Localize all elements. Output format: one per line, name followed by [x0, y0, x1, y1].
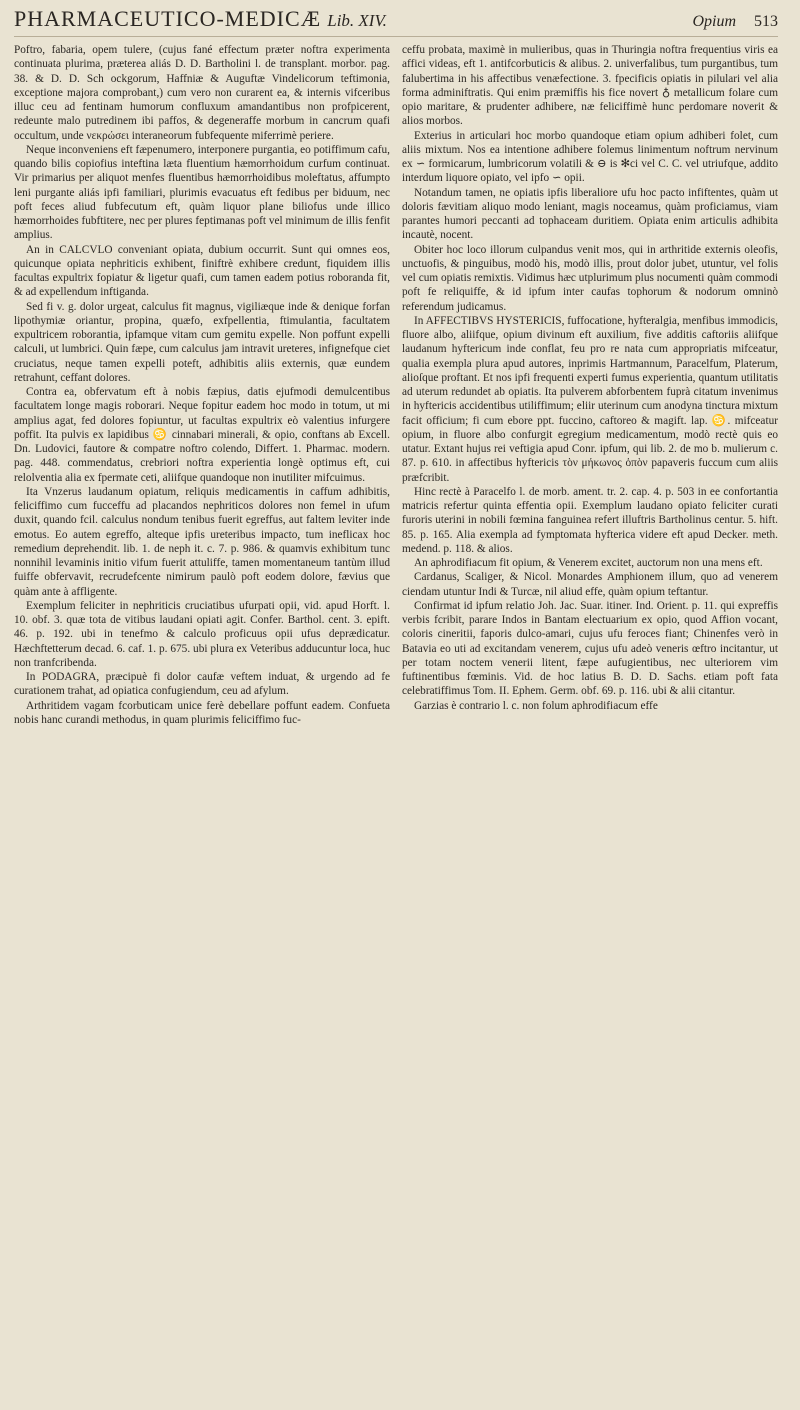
paragraph: Exterius in articulari hoc morbo quandoque etiam opium adhiberi folet, cum aliis mixtum. Nos ea intentione adhibere folemus linimentum noftrum nervinum ex ∽ formicarum, lumbricorum volatili & ⊖ is ✻ci vel C. C. vel utriufque, addito interdum liquore opiato, vel ipfo ∽ opii.: [402, 129, 778, 185]
paragraph: Arthritidem vagam fcorbuticam unice ferè debellare poffunt eadem. Confueta nobis hanc curandi methodus, in quam plurimis feliciffimo fuc-: [14, 699, 390, 726]
right-column: [402, 43, 778, 1383]
text-columns: [14, 43, 778, 1383]
running-header: [14, 6, 778, 37]
paragraph: In AFFECTIBVS HYSTERICIS, fuffocatione, hyfteralgia, menfibus immodicis, fluore albo, aliifque, opium divinum eft auxilium, five additis caftoriis aliifque laudanum hyftericum inde conflat, feu pro re nata cum appropriatis mifceatur, qualia exempla plura apud autores, inprimis Hartmannum, Paracelfum, Platerum, alioſque proftant. Et nos ipfi frequenti experti fumus experientia, quantum utilitatis ad uterum redundet ab opiatis. Ita pulverem abforbentem fuprà citatum invenimus in hyftericis accidentibus utiliffimum; eliir uterinum cum anodyna tinctura mixtum facit officium; fi cum ebore ppt. fuccino, caftoreo & magift. lap. ♋. mifceatur opium, in fluore albo confurgit egregium medicamentum, modò rectè quis eo utatur. Extant hujus rei veftigia apud Conr. ipfum, qui lib. 2. de mo b. mulierum c. 87. p. 610. in affectibus hyftericis τὸν μήκωνος ὀπὸν papaveris fuccum cum aliis præfcribit.: [402, 314, 778, 484]
paragraph: Garzias è contrario l. c. non folum aphrodifiacum effe: [414, 699, 658, 712]
paragraph: Notandum tamen, ne opiatis ipfis liberaliore ufu hoc pacto infiftentes, quàm ut doloris fævitiam aliquo modo leniant, magis noceamus, quàm proficiamus, viam parantes humori peccanti ad tophaceam duritiem. Opiata enim articulis adhibita incautè, nocent.: [402, 186, 778, 242]
book-number: Lib. XIV.: [327, 11, 387, 30]
paragraph: Ita Vnzerus laudanum opiatum, reliquis medicamentis in caffum adhibitis, feliciffimo cum fucceffu ad placandos nephriticos dolores non femel in ufum duxit, quando fcil. calculus nondum tenibus fuerit egreffus, aut faltem leviter inde emotus. Eo autem egreffo, alteque ipfis ureteribus impacto, tum ineflicax hoc remedium deprehendit. lib. 1. de neph it. c. 7. p. 986. & quamvis exhibitum tunc nonnihil levaminis initio vifum fuerit attuliffe, tamen momentaneum tantùm illud fuiffe obfervavit, recrudefcente nimirum paulò poft eodem dolore, fævius que quàm ante à affligente.: [14, 485, 390, 598]
paragraph: Confirmat id ipfum relatio Joh. Jac. Suar. itiner. Ind. Orient. p. 11. qui expreffis verbis fcribit, parare Indos in Bantam electuarium ex opio, quod Affion vocant, coloris cineritii, faporis dulco-amari, cujus ufu feroces fiant; Chinenfes verò in Batavia eo uti ad excitandam venerem, cujus ufu adeò veneris œftro incitantur, ut per totam noctem venerii litent, fæpe aufugientibus, nec ulteriorem vim fuftinentibus fœminis. Vid. de hoc latius B. D. D. Sachs. etiam poft fata celebratiffimus Tom. II. Ephem. Germ. obf. 69. p. 116. ubi & alii citantur.: [402, 599, 778, 698]
paragraph: An aphrodifiacum fit opium, & Venerem excitet, auctorum non una mens eft.: [414, 557, 763, 569]
paragraph: Neque inconveniens eft fæpenumero, interponere purgantia, eo potiffimum cafu, quando bilis copiofius inteftina læta fluentium hæmorrhoidum curfum continuat. Vir primarius per aliquot menfes fluentibus hæmorrhoidibus moleftatus, affumpto leni purgante aliás ipfi familiari, plurimis evacuatus eft fedibus per biduum, nec poft feces aliud fubfecutum eft, quàm liquor plane biliofus unde illico hæmorrhoides fubftitere, nec per plures feptimanas poft vel minimum de illis fenfit amplius.: [14, 143, 390, 242]
paragraph: An in CALCVLO conveniant opiata, dubium occurrit. Sunt qui omnes eos, quicunque opiata nephriticis exhibent, finiftrè exhibere credunt, fiquidem illis facultas expultrix fopiatur & ligetur quafi, cum tamen eadem potius roboranda fit, & ad expellendum inftiganda.: [14, 243, 390, 299]
paragraph: Sed fi v. g. dolor urgeat, calculus fit magnus, vigiliæque inde & denique forfan lipothymiæ oriantur, propina, quæfo, exfpellentia, ftimulantia, facultatem expultricem roborantia, ipfamque vitam cum gemitu expelle. Non poffunt expelli calculi, ut lumbrici. Quin fæpe, cum calculus jam intravit ureteres, infignefque ciet cruciatus, neque tamen expelli poteft, adhibitis aliis externis, quæ eundem retrahunt, ceffant dolores.: [14, 300, 390, 384]
section-title: Opium: [692, 13, 736, 30]
paragraph: In PODAGRA, præcipuè fi dolor caufæ veftem induat, & urgendo ad fe curationem trahat, ad opiatica confugiendum, ceu ad afylum.: [14, 671, 390, 698]
paragraph: Contra ea, obfervatum eft à nobis fæpius, datis ejufmodi demulcentibus facultatem longe magis roborari. Neque fopitur eadem hoc modo in totum, ut mi amplius agat, fed dolores fopiuntur, ut facultas expultrix eò valentius infurgere poffit. Ita pulvis ex lapidibus ♋ cinnabari minerali, & opio, conftans ab Excell. Dn. Ludovici, fautore & compatre noftro colendo, Differt. 1. Pharmac. modern. pag. 448. commendatus, crebriori noftra experientia longè optimus eft, cui relolventia alia ex fpermate ceti, aliifque quandoque non inutiliter mifcuimus.: [14, 386, 390, 484]
paragraph: Cardanus, Scaliger, & Nicol. Monardes Amphionem illum, quo ad venerem ciendam utuntur Indi & Turcæ, nil aliud effe, quàm opium teftantur.: [402, 571, 778, 598]
left-column: [14, 43, 390, 1383]
paragraph: Exemplum feliciter in nephriticis cruciatibus ufurpati opii, vid. apud Horft. l. 10. obf. 3. quæ tota de vitibus laudani opiati agit. Confer. Barthol. cent. 3. epift. 46. p. 192. ubi in tenefmo & calculo proficuus opii ufus deprædicatur. Hæchftetterum decad. 6. caf. 1. p. 675. ubi plura ex Veteribus adducuntur loca, huc non tranfcribenda.: [14, 599, 390, 669]
running-title: PHARMACEUTICO-MEDICÆ: [14, 6, 322, 31]
paragraph: Hinc rectè à Paracelfo l. de morb. ament. tr. 2. cap. 4. p. 503 in ee confortantia matricis refertur quinta effentia opii. Exemplum laudano opiato feliciter curati furoris uterini in nobili fœmina fanguinea refert illuftris Bartholinus centur. 5. hift. 85. p. 165. Alia exempla ad fymptomata hyfterica videre eft apud Decker. meth. medend. p. 118. & alios.: [402, 485, 778, 555]
paragraph: ceffu probata, maximè in mulieribus, quas in Thuringia noftra frequentius viris ea affici videas, eft 1. antifcorbuticis & alibus. 2. univerfalibus, tum purgantibus, tum falubertima in his affectibus venæfectione. 3. fpecificis opiatis in pilulari vel alia forma adminiftratis. Qui enim præmiffis his fice novert ♁ metallicum folare cum opio maritare, & prudenter adhibere, næ feliciffimè hunc perdomare noverit & alios morbos.: [402, 44, 778, 128]
page-number: 513: [754, 13, 778, 30]
paragraph: Obiter hoc loco illorum culpandus venit mos, qui in arthritide externis oleofis, unctuofis, & pinguibus, modò his, modò illis, prout dolor jubet, utuntur, vel folis vel cum opiatis remixtis. Vidimus hæc utplurimum plus nocumenti quàm commodi poft fe reliquiffe, & id ipfum inter caufas tophorum & nodorum omninò referendum judicamus.: [402, 243, 778, 313]
paragraph: Poftro, fabaria, opem tulere, (cujus fané effectum præter noftra experimenta continuata plurima, præterea aliás D. D. Bartholini l. de transplant. morbor. pag. 38. & D. D. Sch ockgorum, Haffniæ & Auguftæ Vindelicorum teftimonia, exceptione majora comprobant,) cum vero non curarent ea, & internis vifceribus illuc ceu ad fentinam humorum confluxum amandantibus non profpicerent, redeunte malo putredinem ibi paffos, & degeneraffe morbum in cancrum quafi occultum, unde νεκρώσει interaneorum fubfequente miferrimè periere.: [14, 44, 390, 142]
